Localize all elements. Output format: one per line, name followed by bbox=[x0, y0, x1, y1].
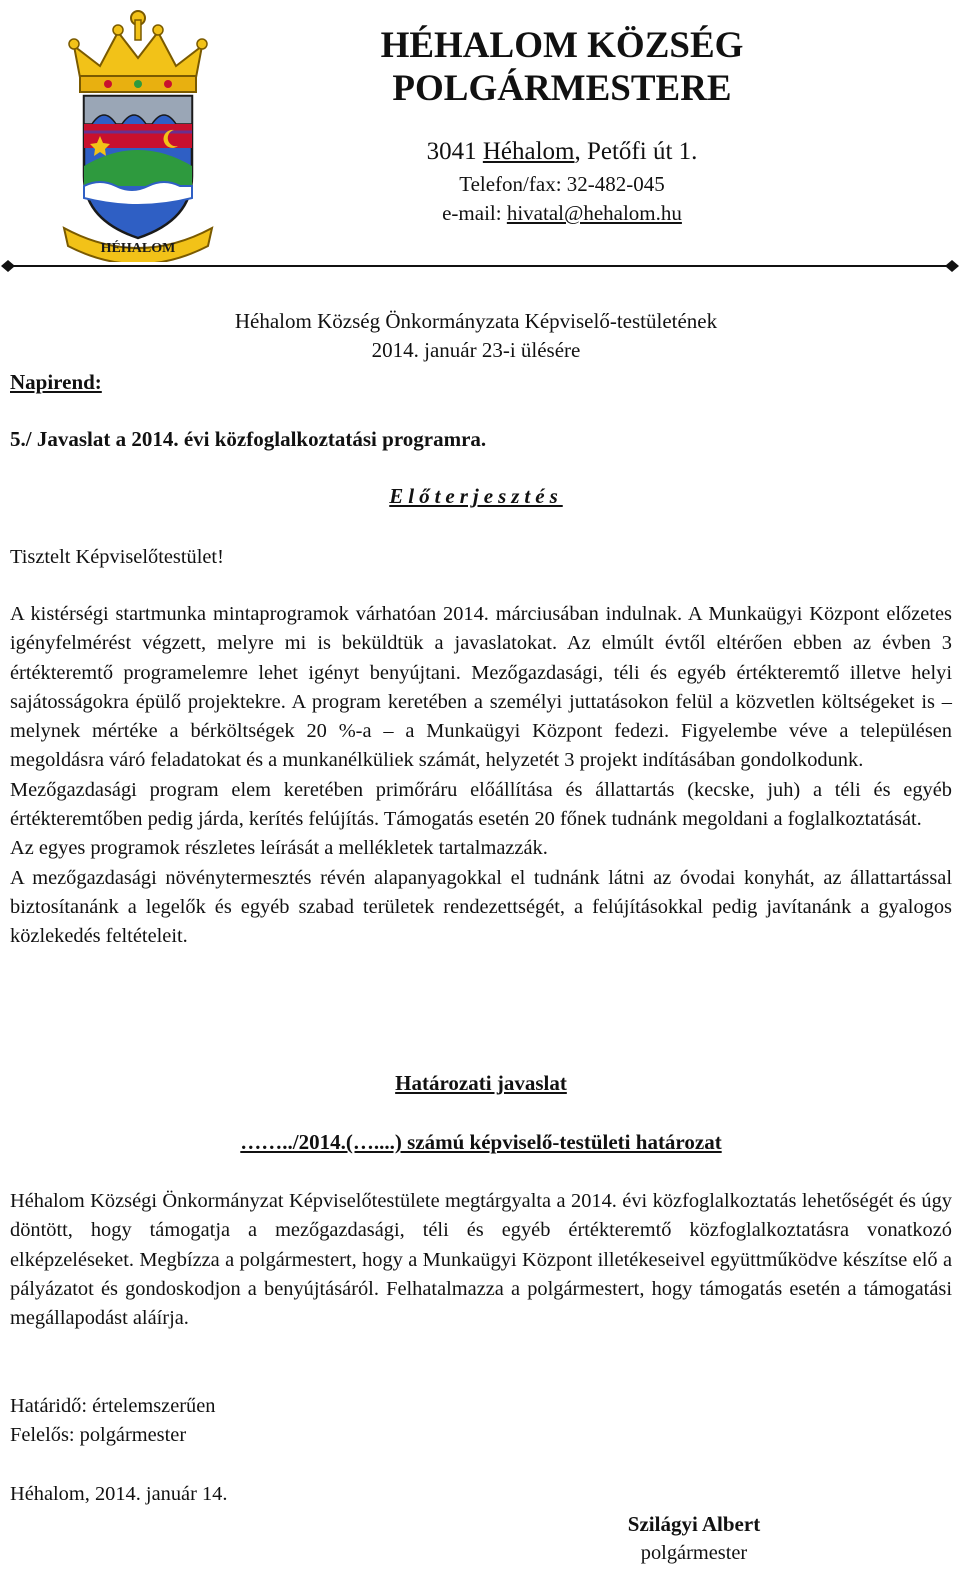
place-and-date: Héhalom, 2014. január 14. bbox=[10, 1483, 228, 1505]
email-line bbox=[260, 199, 864, 227]
resolution-paragraph: Héhalom Községi Önkormányzat Képviselőtestülete megtárgyalta a 2014. évi közfoglalkoztatás lehetőségét és úgy döntött, hogy támogatja a mezőgazdasági, téli és egyéb értékteremtő közfoglalkoztatásra vonatkozó elképzeléseket. Megbízza a polgármestert, hogy a Munkaügyi Központ illetékeseivel együttműködve készítse elő a pályázatot és gondoskodjon a benyújtásáról. Felhatalmazza a polgármestert, hogy támogatás esetén a támogatási megállapodást aláírja. bbox=[10, 1190, 952, 1330]
crown-icon bbox=[69, 11, 207, 92]
responsible: Felelős: polgármester bbox=[10, 1424, 187, 1446]
crest-ribbon-text: HÉHALOM bbox=[100, 241, 176, 256]
resolution-text bbox=[10, 1187, 952, 1333]
office-title-line1: HÉHALOM KÖZSÉG bbox=[380, 25, 744, 66]
body-text bbox=[10, 600, 952, 952]
office-title-line2: POLGÁRMESTERE bbox=[392, 68, 732, 109]
agenda-item: 5./ Javaslat a 2014. évi közfoglalkoztatási programra. bbox=[10, 427, 487, 451]
body-paragraph: A kistérségi startmunka mintaprogramok várhatóan 2014. márciusában indulnak. A Munkaügyi Központ előzetes igényfelmérést végzett, melyre mi is beküldtük a javaslatokat. Az elmúlt évtől eltérően ebben az évben 3 értékteremtő programelemre lehet igényt benyújtani. Mezőgazdasági, téli és egyéb értékteremtő illetve helyi sajátosságokra épülő projektekre. A program keretében a személyi juttatásokon felül a közvetlen költségeket is – melynek mértéke a bérköltségek 20 %-a – a Munkaügyi Központ fedezi. Figyelembe véve a településen megoldásra váró feladatokat és a munkanélküliek számát, helyzetét 3 projekt indításában gondolkodunk. bbox=[10, 603, 952, 772]
resolution-number-heading: ……../2014.(…....) számú képviselő-testületi határozat bbox=[240, 1130, 722, 1154]
address-postcode: 3041 bbox=[426, 138, 477, 165]
resolution-heading: Határozati javaslat bbox=[395, 1071, 567, 1095]
salutation: Tisztelt Képviselőtestület! bbox=[10, 546, 224, 568]
header-divider bbox=[0, 259, 960, 273]
phone-line: Telefon/fax: 32-482-045 bbox=[459, 172, 665, 196]
meeting-line2: 2014. január 23-i ülésére bbox=[371, 338, 581, 363]
address-town-link[interactable]: Héhalom bbox=[482, 138, 575, 165]
deadline: Határidő: értelemszerűen bbox=[10, 1395, 216, 1417]
signature-block bbox=[574, 1510, 814, 1568]
signer-name: Szilágyi Albert bbox=[627, 1512, 761, 1536]
address-line bbox=[260, 138, 864, 166]
email-link[interactable]: hivatal@hehalom.hu bbox=[506, 201, 682, 225]
address-street: , Petőfi út 1. bbox=[574, 138, 698, 165]
body-paragraph: Az egyes programok részletes leírását a mellékletek tartalmazzák. bbox=[10, 837, 548, 860]
meeting-line1: Héhalom Község Önkormányzata Képviselő-testületének bbox=[234, 309, 718, 333]
agenda-label: Napirend: bbox=[10, 370, 102, 394]
body-paragraph: A mezőgazdasági növénytermesztés révén alapanyagokkal el tudnánk látni az óvodai konyhát, az állattartással biztosítanánk a legelők és egyéb szabad területek rendezettségét, a felújításokkal pedig javítanánk a gyalogos közlekedés feltételeit. bbox=[10, 866, 952, 948]
email-prefix: e-mail: bbox=[442, 201, 507, 225]
diamond-icon bbox=[945, 260, 959, 272]
coat-of-arms bbox=[60, 6, 216, 262]
proposal-title-text: Előterjesztés bbox=[389, 484, 563, 508]
shield-icon bbox=[84, 96, 192, 238]
body-paragraph: Mezőgazdasági program elem keretében primőráru előállítása és állattartás (kecske, juh) a téli és egyéb értékteremtőben pedig járda, kerítés felújítás. Támogatás esetén 20 főnek tudnánk megoldani a foglalkoztatását. bbox=[10, 778, 952, 831]
diamond-icon bbox=[1, 260, 15, 272]
signer-title: polgármester bbox=[640, 1542, 748, 1564]
meeting-info bbox=[150, 307, 802, 366]
coat-of-arms-graphic bbox=[60, 6, 216, 262]
proposal-title bbox=[240, 484, 712, 509]
